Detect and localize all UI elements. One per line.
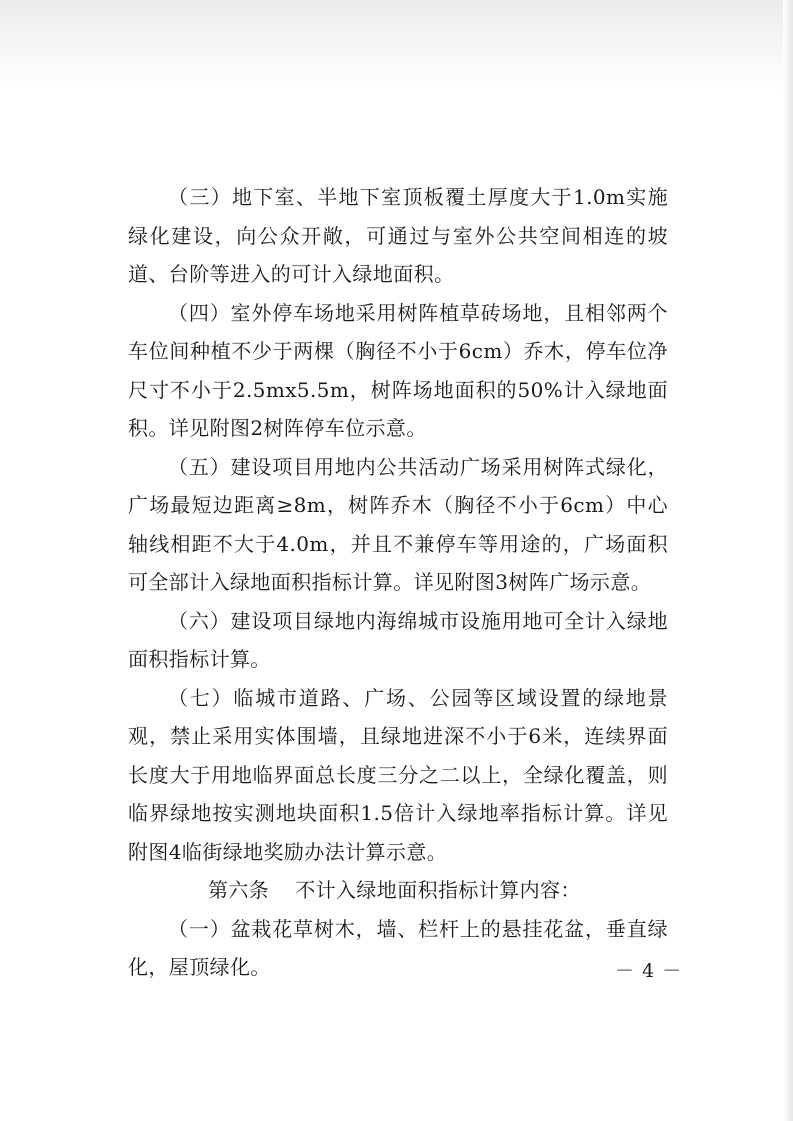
scan-shadow [0,0,793,90]
scan-edge [783,0,793,1121]
paragraph-item-5: （五）建设项目用地内公共活动广场采用树阵式绿化，广场最短边距离≥8m，树阵乔木（胸径不小于6cm）中心轴线相距不大于4.0m，并且不兼停车等用途的，广场面积可全部计入绿地面积指标计算。详见附图3树阵广场示意。 [128,454,668,594]
paragraph-item-6: （六）建设项目绿地内海绵城市设施用地可全计入绿地面积指标计算。 [128,608,668,671]
article-text: 不计入绿地面积指标计算内容： [295,878,581,902]
paragraph-item-7: （七）临城市道路、广场、公园等区域设置的绿地景观，禁止采用实体围墙，且绿地进深不小于6米，连续界面长度大于用地临界面总长度三分之二以上，全绿化覆盖，则临界绿地按实测地块面积1.5倍计入绿地率指标计算。详见附图4临街绿地奖励办法计算示意。 [128,685,668,864]
paragraph-item-4: （四）室外停车场地采用树阵植草砖场地，且相邻两个车位间种植不少于两棵（胸径不小于6cm）乔木，停车位净尺寸不小于2.5mx5.5m，树阵场地面积的50%计入绿地面积。详见附图2树阵停车位示意。 [128,300,668,440]
article-6 [128,871,668,910]
page-number: － 4 － [615,960,683,982]
paragraph-item-3: （三）地下室、半地下室顶板覆土厚度大于1.0m实施绿化建设，向公众开敞，可通过与室外公共空间相连的坡道、台阶等进入的可计入绿地面积。 [128,185,668,286]
article-6-item-1: （一）盆栽花草树木，墙、栏杆上的悬挂花盆，垂直绿化，屋顶绿化。 [128,916,668,979]
article-heading: 第六条 [208,878,270,902]
document-body [128,178,668,987]
